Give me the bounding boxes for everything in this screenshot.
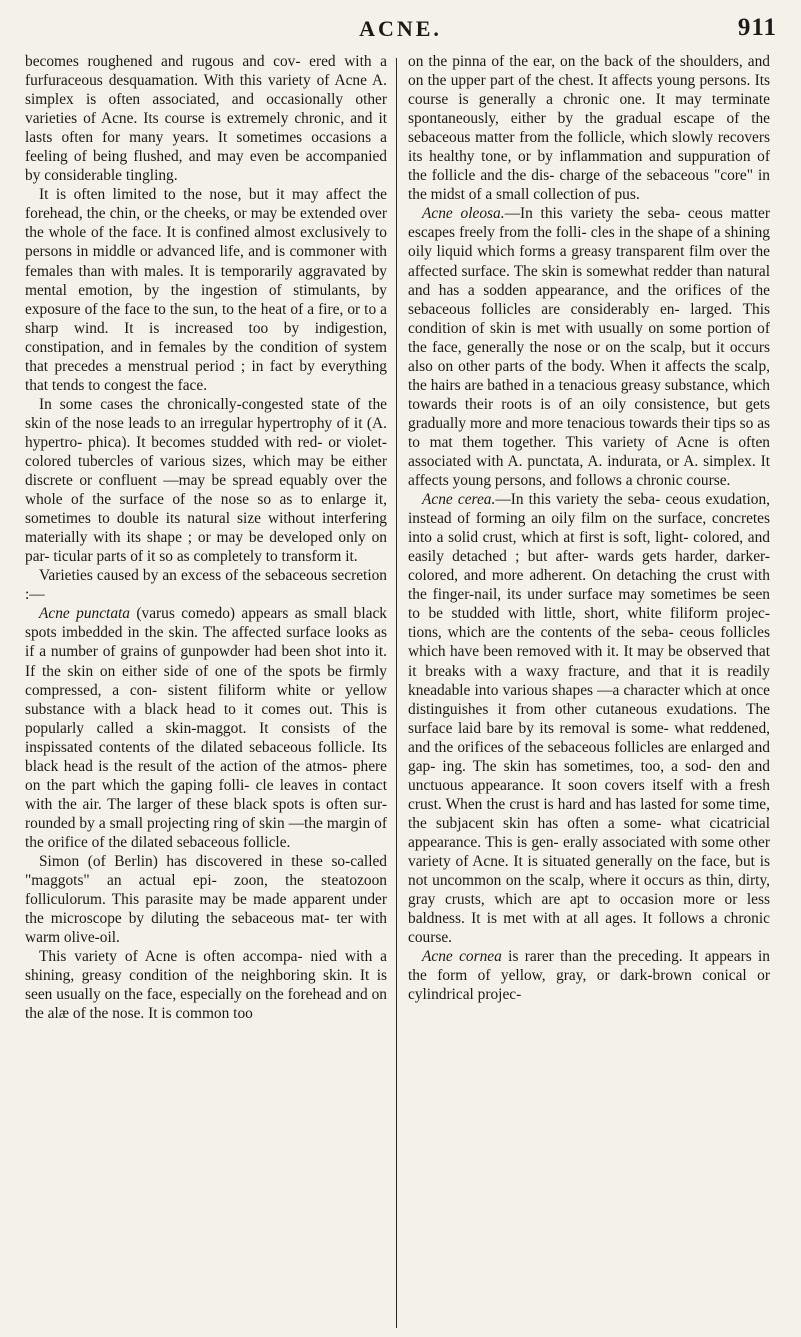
left-column <box>25 52 387 1023</box>
paragraph: becomes roughened and rugous and cov- ered with a furfuraceous desquamation. With this variety of Acne A. simplex is often associated, and occasionally other varieties of Acne. Its course is extremely chronic, and it lasts often for many years. It sometimes occasions a feeling of being flushed, and may even be accompanied by considerable tingling. <box>25 53 387 185</box>
paragraph-acne-oleosa: Acne oleosa.—In this variety the seba- ceous matter escapes freely from the folli- cles in the shape of a shining oily liquid which forms a greasy transparent film over the affected surface. The skin is somewhat redder than natural and has a sodden appearance, and the orifices of the sebaceous follicles are considerably en- larged. This condition of skin is met with usually on some portion of the face, generally the nose or on the scalp, but it occurs also on other parts of the body. When it affects the scalp, the hairs are bathed in a tenacious greasy substance, which towards their roots is of an oily consistence, but gets gradually more and more tenacious towards their tips so as to mat them together. This variety of Acne is often associated with A. punctata, A. indurata, or A. simplex. It affects young persons, and follows a chronic course. <box>408 205 771 490</box>
paragraph-acne-cornea: Acne cornea is rarer than the preceding. It appears in the form of yellow, gray, or dark-brown conical or cylindrical projec- <box>408 948 770 1004</box>
page-number: 911 <box>737 14 777 41</box>
paragraph: In some cases the chronically-congested state of the skin of the nose leads to an irregular hypertrophy of it (A. hypertro- phica). It becomes studded with red- or violet-colored tubercles of various sizes, which may be either discrete or confluent —may be spread equably over the whole of the surface of the nose so as to enlarge it, sometimes to double its natural size without interfering materially with its shape ; or may be developed only on par- ticular parts of it so as completely to transform it. <box>25 395 387 566</box>
paragraph: Simon (of Berlin) has discovered in these so-called "maggots" an actual epi- zoon, the steatozoon folliculorum. This parasite may be made apparent under the microscope by diluting the sebaceous mat- ter with warm olive-oil. <box>25 852 387 947</box>
paragraph: Varieties caused by an excess of the sebaceous secretion :— <box>25 567 387 604</box>
paragraph-acne-cerea: Acne cerea.—In this variety the seba- ceous exudation, instead of forming an oily film on the surface, concretes into a solid crust, which at first is soft, light- colored, and easily detached ; but after- wards gets harder, darker-colored, and more adherent. On detaching the crust with the finger-nail, its under surface may sometimes be seen to be studded with little, short, white filiform projec- tions, which are the contents of the seba- ceous follicles which have been removed with it. It may be observed that it breaks with a waxy fracture, and that it is readily kneadable into various shapes —a character which at once distinguishes it from other cutaneous exudations. The surface laid bare by its removal is some- what reddened, and the orifices of the sebaceous follicles are enlarged and gap- ing. The skin has sometimes, too, a sod- den and unctuous appearance. It soon covers itself with a fresh crust. When the crust is hard and has lasted for some time, the subjacent skin has often a some- what cicatricial appearance. This is gen- erally associated with some other variety of Acne. It is situated generally on the face, but is not uncommon on the scalp, where it occurs as thin, dirty, gray crusts, which are apt to occasion more or less baldness. It is met with at all ages. It follows a chronic course. <box>408 491 771 947</box>
column-divider <box>396 58 397 1328</box>
running-head: ACNE. <box>359 16 442 41</box>
paragraph: on the pinna of the ear, on the back of the shoulders, and on the upper part of the chest. It affects young persons. Its course is generally a chronic one. It may terminate spontaneously, either by the gradual escape of the sebaceous matter from the follicle, which slowly recovers its healthy tone, or by inflammation and suppuration of the follicle and the dis- charge of the sebaceous "core" in the midst of a small collection of pus. <box>408 53 770 204</box>
paragraph-acne-punctata: Acne punctata (varus comedo) appears as small black spots imbedded in the skin. The affected surface looks as if a number of grains of gunpowder had been shot into it. If the skin on either side of one of the spots be firmly compressed, a con- sistent filiform white or yellow substance with a black head to it comes out. This is popularly called a skin-maggot. It consists of the inspissated contents of the dilated sebaceous follicle. Its black head is the result of the action of the atmos- phere on the part which the gaping folli- cle leaves in contact with the air. The larger of these black spots is often sur- rounded by a small projecting ring of skin —the margin of the orifice of the dilated sebaceous follicle. <box>25 605 388 851</box>
page-header <box>0 14 801 44</box>
paragraph: This variety of Acne is often accompa- nied with a shining, greasy condition of the neighboring skin. It is seen usually on the face, especially on the forehead and on the alæ of the nose. It is common too <box>25 948 387 1023</box>
paragraph: It is often limited to the nose, but it may affect the forehead, the chin, or the cheeks, or may be extended over the whole of the face. It is confined almost exclusively to persons in middle or advanced life, and is commoner with females than with males. It is temporarily aggravated by mental emotion, by the ingestion of stimulants, by exposure of the face to the sun, to the heat of a fire, or to a sharp wind. It is increased too by indigestion, constipation, and in females by the condition of system that precedes a menstrual period ; in fact by everything that tends to congest the face. <box>25 186 387 394</box>
right-column <box>408 52 770 1004</box>
